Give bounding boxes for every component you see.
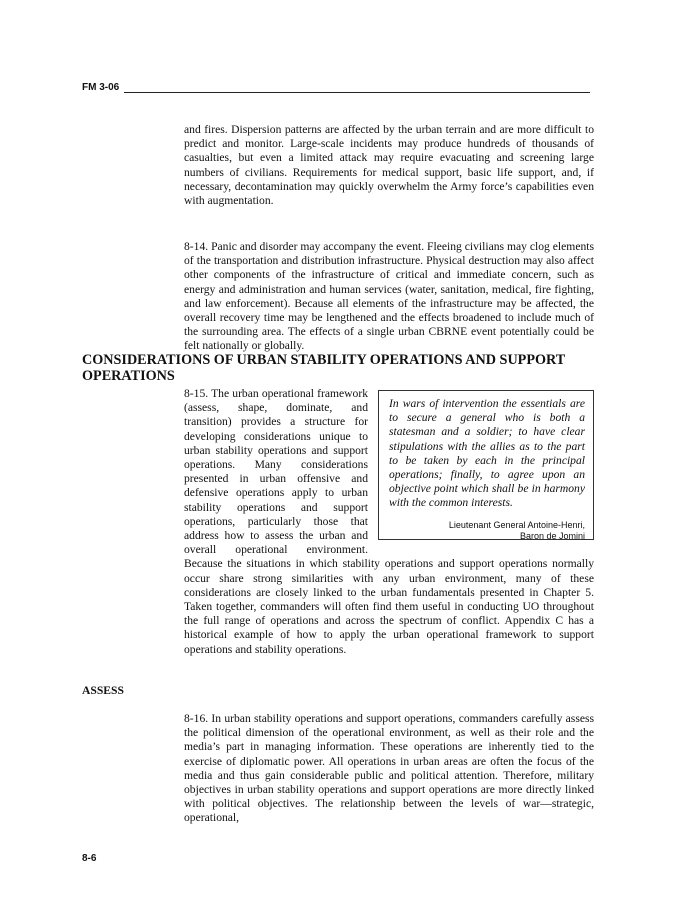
paragraph-8-16: 8-16. In urban stability operations and support operations, commanders carefully assess the political dimension of the operational environment, as well as their role and the media’s part in managing information. These operations are inherently tied to the exercise of diplomatic power. All operations in urban areas are often the focus of the media and thus gain considerable public and political attention. Therefore, military objectives in urban stability operations and support operations are more directly linked with political objectives. The relationship between the levels of war—strategic, operational, [184, 712, 594, 825]
quote-text: In wars of intervention the essentials are to secure a general who is both a statesman and a soldier; to have clear stipulations with the allies as to the part to be taken by each in the principal operations; finally, to agree upon an objective point which shall be in harmony with the common interests. [389, 397, 585, 510]
quote-attribution [389, 520, 585, 543]
paragraph-8-15-container [184, 387, 594, 657]
header-rule [124, 92, 590, 93]
page-number: 8-6 [82, 853, 97, 864]
manual-identifier: FM 3-06 [82, 82, 120, 93]
quote-attribution-name: Lieutenant General Antoine-Henri, [448, 519, 585, 530]
quote-box [378, 390, 594, 540]
paragraph-8-14: 8-14. Panic and disorder may accompany the event. Fleeing civilians may clog elements of the transportation and distribution infrastructure. Physical destruction may also affect other components of the infrastructure of critical and immediate concern, such as energy and administration and human services (water, sanitation, medical, fire fighting, and law enforcement). Because all elements of the infrastructure may be affected, the overall recovery time may be lengthened and the effects broadened to include much of the surrounding area. The effects of a single urban CBRNE event potentially could be felt nationally or globally. [184, 240, 594, 353]
section-heading: CONSIDERATIONS OF URBAN STABILITY OPERATIONS AND SUPPORT OPERATIONS [82, 352, 566, 384]
paragraph-8-15: 8-15. The urban operational framework (assess, shape, dominate, and transition) provides a structure for developing considerations unique to urban stability operations and support operations. Many considerations presented in urban offensive and defensive operations apply to urban stability operations and support operations, particularly those that address how to assess the urban and overall operational environment. Because the situations in which stability operations and support operations normally occur share strong similarities with any urban environment, many of these considerations are closely linked to the urban fundamentals presented in Chapter 5. Taken together, commanders will often find them useful in conducting UO throughout the full range of operations and across the spectrum of conflict. Appendix C has a historical example of how to apply the urban operational framework to support operations and stability operations. [184, 387, 594, 656]
quote-attribution-title: Baron de Jomini [519, 531, 585, 542]
subheading-assess: ASSESS [82, 684, 124, 697]
paragraph-continued: and fires. Dispersion patterns are affected by the urban terrain and are more difficult to predict and monitor. Large-scale incidents may produce hundreds of thousands of casualties, but even a limited attack may require evacuating and screening large numbers of civilians. Requirements for medical support, basic life support, and, if necessary, decontamination may quickly overwhelm the Army force’s capabilities even with augmentation. [184, 123, 594, 208]
